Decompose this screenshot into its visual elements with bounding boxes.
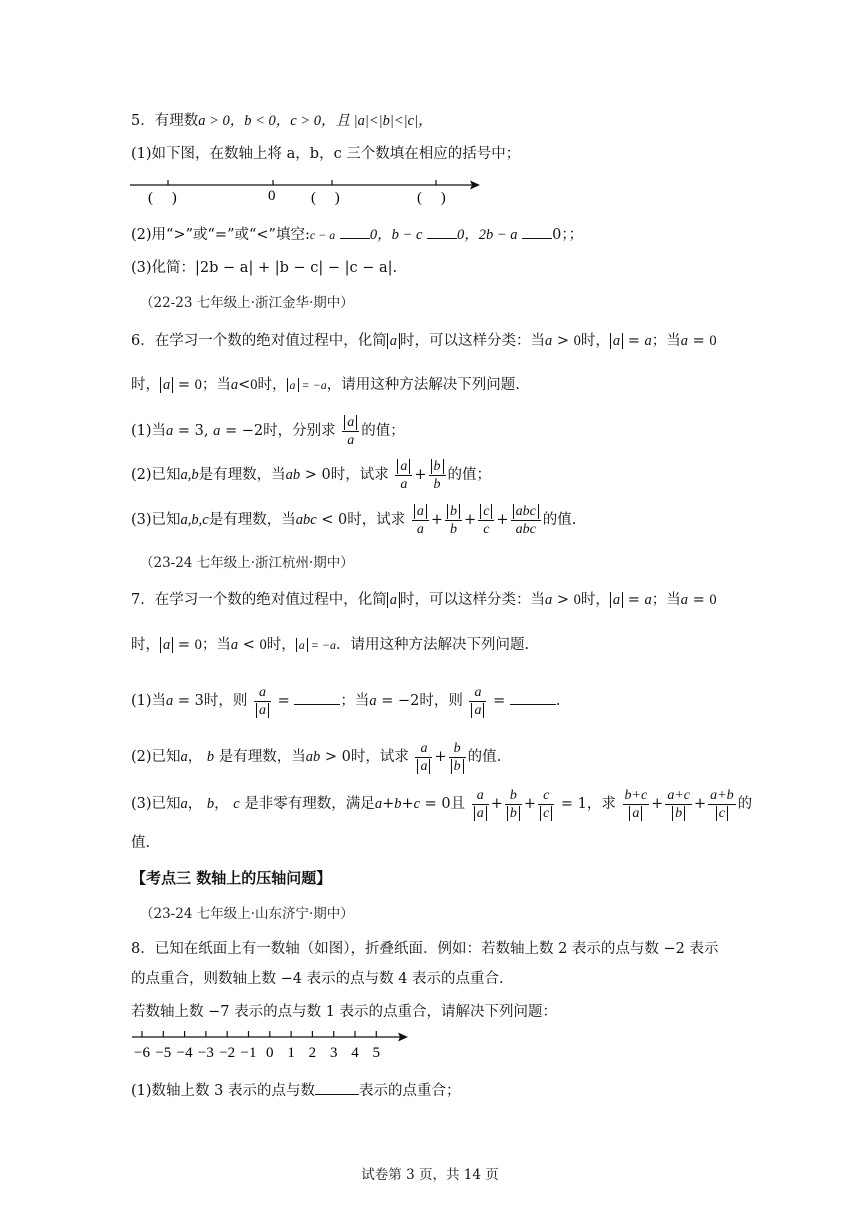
blank[interactable]: [294, 690, 340, 705]
q8-line1: 8．已知在纸面上有一数轴（如图），折叠纸面．例如：若数轴上数 2 表示的点与数 −2 表示: [131, 941, 719, 957]
q5-number-line: [128, 176, 488, 210]
q8-part1: (1)数轴上数 3 表示的点与数 表示的点重合；: [131, 1080, 460, 1102]
axis-tick-label: −6: [134, 1045, 150, 1061]
axis-tick-label: 3: [329, 1045, 338, 1061]
q8-line2: 的点重合，则数轴上数 −4 表示的点与数 4 表示的点重合.: [131, 971, 504, 987]
axis-tick-label: −1: [240, 1045, 257, 1061]
axis-tick-label: 1: [287, 1045, 295, 1061]
axis-tick-label: −3: [197, 1045, 214, 1061]
q7-part1: (1)当a = 3时，则 $\frac{a}{a}$ = ；当a = −2时，则 $\frac{a}{a}$ = .: [131, 684, 561, 718]
svg-text:( ): ( ): [417, 190, 446, 206]
axis-tick-label: 5: [372, 1045, 381, 1061]
q8-line3: 若数轴上数 −7 表示的点与数 1 表示的点重合，请解决下列问题：: [131, 1004, 558, 1020]
axis-zero-label: 0: [268, 188, 276, 204]
q6-part2: (2)已知a,b是有理数，当ab > 0时，试求 $\frac{a}{a}$ + $\frac{b}{b}$ 的值；: [131, 458, 492, 492]
blank[interactable]: [522, 224, 552, 239]
q6-part3: (3)已知a,b,c是有理数，当abc < 0时，试求 $\frac{a}{a}$ + $\frac{b}{b}$ + $\frac{c}{c}$ + $\frac{\text{abc}}{\text{abc}}$ 的值.: [131, 503, 577, 537]
source-note: （22-23 七年级上·浙江金华·期中）: [140, 295, 354, 311]
q5-part2: (2)用“>”或“=”或“<”填空:c − a 0，b − c 0，2b − a 0；；: [131, 224, 583, 246]
blank[interactable]: [427, 224, 457, 239]
page-footer: 试卷第 3 页，共 14 页: [361, 1167, 499, 1183]
svg-text:( ): ( ): [148, 190, 177, 206]
axis-tick-label: 0: [266, 1045, 274, 1061]
q7-part3-cont: 值.: [131, 835, 151, 851]
q6-line1: 6．在学习一个数的绝对值过程中，化简 a 时，可以这样分类：当a > 0时， a = a；当a = 0: [131, 333, 717, 349]
blank[interactable]: [340, 224, 370, 239]
q7-line2: 时， a = 0；当a < 0时， a = −a．请用这种方法解决下列问题.: [131, 637, 530, 653]
q7-line1: 7．在学习一个数的绝对值过程中，化简 a 时，可以这样分类：当a > 0时， a = a；当a = 0: [131, 592, 717, 608]
axis-tick-label: −2: [219, 1045, 236, 1061]
blank[interactable]: [510, 690, 556, 705]
q6-part1: (1)当a = 3, a = −2时，分别求 $\frac{a}{a}$ 的值；: [131, 414, 405, 448]
source-note: （23-24 七年级上·浙江杭州·期中）: [140, 555, 354, 571]
q7-part2: (2)已知a， b 是有理数，当ab > 0时，试求 $\frac{a}{a}$ + $\frac{b}{b}$ 的值.: [131, 740, 502, 774]
q5-stem: 5．有理数a > 0，b < 0，c > 0，且 |a|<|b|<|c|，: [131, 113, 433, 129]
axis-tick-label: −4: [176, 1045, 193, 1061]
blank[interactable]: [315, 1080, 359, 1095]
q6-line2: 时， a = 0；当a<0时， a = −a，请用这种方法解决下列问题.: [131, 377, 520, 393]
axis-tick-label: −5: [155, 1045, 172, 1061]
axis-tick-label: 2: [308, 1045, 317, 1061]
q5-part1: (1)如下图，在数轴上将 a，b，c 三个数填在相应的括号中；: [131, 146, 521, 162]
source-note: （23-24 七年级上·山东济宁·期中）: [140, 906, 354, 922]
axis-tick-label: 4: [351, 1045, 359, 1061]
svg-text:( ): ( ): [311, 190, 340, 206]
section-heading: 【考点三 数轴上的压轴问题】: [131, 869, 332, 887]
q8-number-line: [128, 1030, 413, 1066]
q5-part3: (3)化简：|2b − a| + |b − c| − |c − a|.: [131, 260, 398, 276]
q7-part3: (3)已知a， b， c 是非零有理数，满足a+b+c = 0且 $\frac{a}{a}$ + $\frac{b}{b}$ + $\frac{c}{c}$ = 1，求 $\frac{b+c}{a}$ + $\frac{a+c}{b}$ + $\frac{a+b}{c}$ 的: [131, 787, 753, 821]
